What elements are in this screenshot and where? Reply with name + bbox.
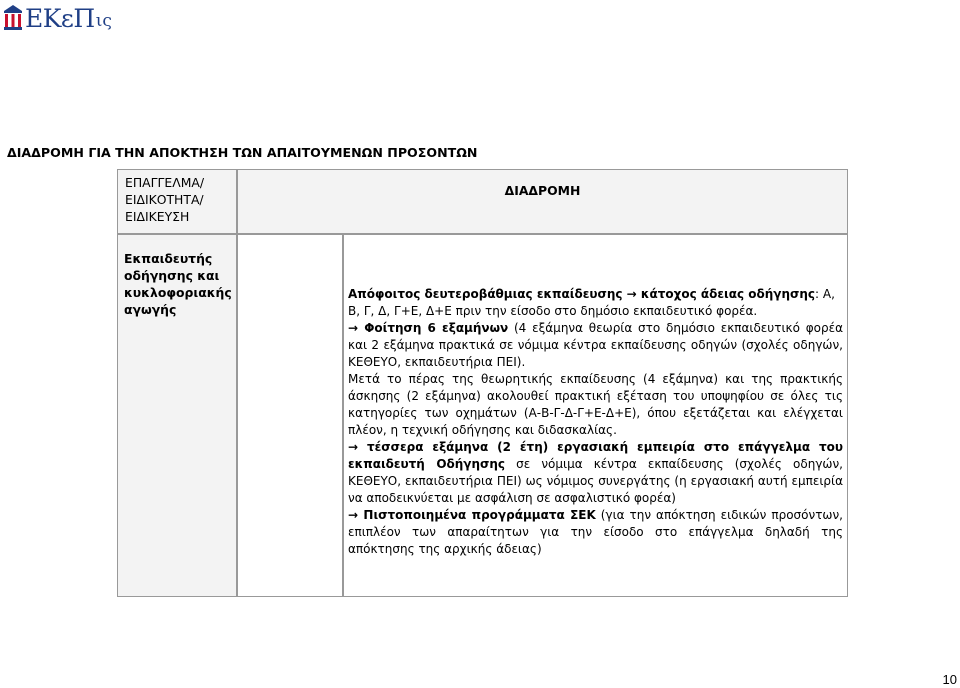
profession-line: αγωγής — [124, 302, 177, 317]
route-emphasis: Πιστοποιημένα προγράμματα ΣΕΚ — [363, 508, 596, 522]
logo — [3, 1, 112, 31]
route-paragraph — [348, 439, 843, 507]
route-text — [348, 286, 843, 558]
profession-name — [124, 250, 232, 318]
arrow-icon: → — [348, 321, 365, 335]
empty-cell — [237, 234, 343, 597]
route-emphasis: κάτοχος άδειας οδήγησης — [640, 287, 815, 301]
header-route-label: ΔΙΑΔΡΟΜΗ — [504, 183, 581, 198]
route-paragraph — [348, 320, 843, 371]
logo-sub-text: ις — [95, 11, 112, 31]
document-title: ΔΙΑΔΡΟΜΗ ΓΙΑ ΤΗΝ ΑΠΟΚΤΗΣΗ ΤΩΝ ΑΠΑΙΤΟΥΜΕΝΩΝ ΠΡΟΣΟΝΤΩΝ — [7, 145, 478, 160]
arrow-icon: → — [348, 508, 364, 522]
profession-line: οδήγησης και — [124, 268, 220, 283]
route-emphasis: Φοίτηση 6 εξαμήνων — [364, 321, 509, 335]
header-profession-label — [125, 174, 204, 225]
arrow-icon: → — [348, 440, 367, 454]
route-paragraph — [348, 507, 843, 558]
header-cell-route — [237, 169, 848, 234]
route-text-span: (για την απόκτηση ειδικών προσόντων, επιπλέον των απαραίτητων για την είσοδο στο επάγγελμα δηλαδή της απόκτησης της αρχικής άδειας) — [348, 508, 843, 556]
logo-text — [25, 6, 112, 31]
temple-logo-icon — [3, 4, 23, 31]
route-text-span: : Α, Β, Γ, Δ, Γ+Ε, Δ+Ε πριν την είσοδο στο δημόσιο εκπαιδευτικό φορέα. — [348, 287, 835, 318]
route-cell — [343, 234, 848, 597]
route-paragraph: Μετά το πέρας της θεωρητικής εκπαίδευσης (4 εξάμηνα) και της πρακτικής άσκησης (2 εξάμηνα) ακολουθεί πρακτική εξέταση του υποψηφίου σε όλες τις κατηγορίες των οχημάτων (Α-Β-Γ-Δ-Γ+Ε-Δ+Ε), όπου εξετάζεται και ελέγχεται πλέον, η τεχνική οδήγησης και διδασκαλίας. — [348, 372, 843, 437]
route-paragraph — [348, 286, 843, 320]
header-profession-line: ΕΠΑΓΓΕΛΜΑ/ — [125, 175, 205, 190]
route-emphasis: τέσσερα εξάμηνα (2 έτη) εργασιακή εμπειρία στο επάγγελμα του εκπαιδευτή Οδήγησης — [348, 440, 843, 471]
header-cell-profession — [117, 169, 237, 234]
profession-cell — [117, 234, 237, 597]
route-emphasis: Απόφοιτος δευτεροβάθμιας εκπαίδευσης — [348, 287, 623, 301]
profession-line: κυκλοφοριακής — [124, 285, 232, 300]
header-profession-line: ΕΙΔΙΚΟΤΗΤΑ/ — [125, 192, 204, 207]
route-text-span: σε νόμιμα κέντρα εκπαίδευσης (σχολές οδηγών, ΚΕΘΕΥΟ, εκπαιδευτήρια ΠΕΙ) ως νόμιμος συνεργάτης (η εργασιακή αυτή εμπειρία να αποδεικνύεται με ασφάλιση σε ασφαλιστικό φορέα) — [348, 457, 843, 505]
arrow-icon: → — [622, 287, 641, 301]
route-text-span: (4 εξάμηνα θεωρία στο δημόσιο εκπαιδευτικό φορέα και 2 εξάμηνα πρακτικά σε νόμιμα κέντρα εκπαίδευσης οδηγών (σχολές οδηγών, ΚΕΘΕΥΟ, εκπαιδευτήρια ΠΕΙ). — [348, 321, 843, 369]
page-number: 10 — [942, 672, 957, 687]
logo-main-text: ΕΚεΠ — [25, 4, 95, 33]
header-profession-line: ΕΙΔΙΚΕΥΣΗ — [125, 209, 190, 224]
profession-line: Εκπαιδευτής — [124, 251, 213, 266]
